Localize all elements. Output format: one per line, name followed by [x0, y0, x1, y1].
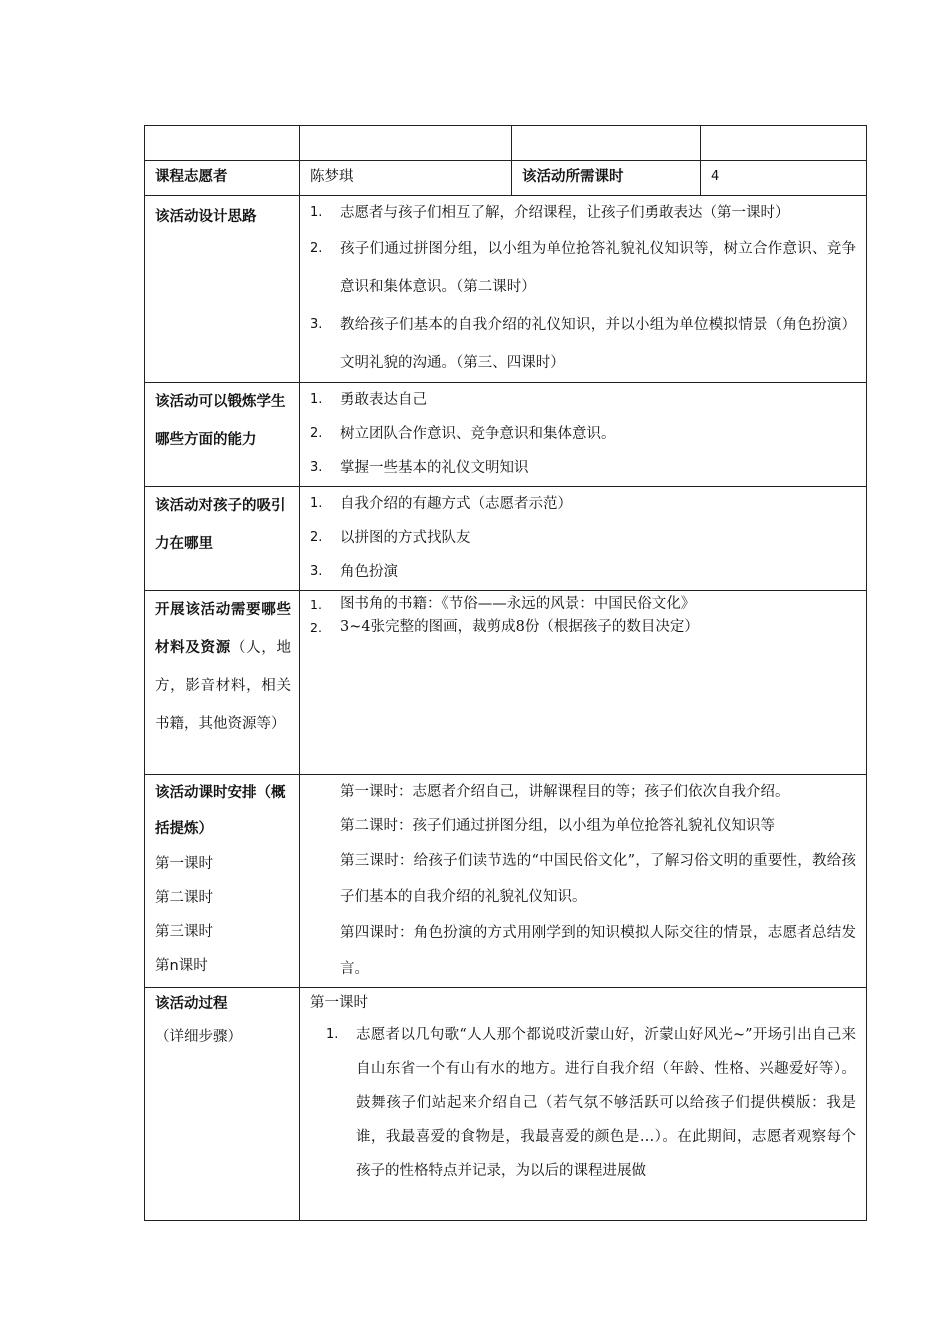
- attraction-row: [145, 487, 867, 591]
- design-list: [310, 196, 856, 382]
- schedule-line: 第一课时：志愿者介绍自己，讲解课程目的等；孩子们依次自我介绍。: [340, 784, 790, 800]
- attraction-list: [310, 487, 856, 589]
- list-item: 1. 勇敢表达自己: [310, 392, 427, 408]
- session-label: 第n课时: [155, 958, 208, 974]
- volunteer-name: 陈梦琪: [300, 161, 512, 196]
- list-item: 1. 图书角的书籍：《节俗——永远的风景：中国民俗文化》: [310, 596, 696, 612]
- list-item: 2. 孩子们通过拼图分组，以小组为单位抢答礼貌礼仪知识等，树立合作意识、竞争意识和集体意识。（第二课时）: [310, 241, 856, 295]
- attraction-content: [300, 487, 867, 591]
- schedule-content: [300, 775, 867, 988]
- volunteer-label: 课程志愿者: [145, 161, 300, 196]
- list-item: 3. 角色扮演: [310, 564, 398, 580]
- materials-list: [310, 593, 856, 639]
- materials-row: [145, 591, 867, 775]
- session-label: 第三课时: [155, 924, 213, 940]
- materials-label: 开展该活动需要哪些材料及资源（人，地方，影音材料，相关书籍，其他资源等）: [145, 591, 300, 775]
- abilities-row: [145, 383, 867, 487]
- list-item: 1. 志愿者以几句歌“人人那个都说哎沂蒙山好，沂蒙山好风光~”开场引出自己来自山东省一个有山有水的地方。进行自我介绍（年龄、性格、兴趣爱好等）。鼓舞孩子们站起来介绍自己（若气氛不够活跃可以给孩子们提供模版：我是谁，我最喜爱的食物是，我最喜爱的颜色是…）。在此期间，志愿者观察每个孩子的性格特点并记录，为以后的课程进展做: [326, 1027, 856, 1179]
- volunteer-row: [145, 161, 867, 196]
- schedule-line: 第二课时：孩子们通过拼图分组，以小组为单位抢答礼貌礼仪知识等: [340, 818, 775, 834]
- session-label: 第二课时: [155, 890, 213, 906]
- process-row: [145, 988, 867, 1221]
- list-item: 2. 以拼图的方式找队友: [310, 530, 471, 546]
- abilities-content: [300, 383, 867, 487]
- header-cell: [512, 126, 701, 161]
- session-title: 第一课时: [310, 995, 368, 1011]
- process-list: [310, 1018, 856, 1188]
- hours-label: 该活动所需课时: [512, 161, 701, 196]
- list-item: 3. 教给孩子们基本的自我介绍的礼仪知识，并以小组为单位模拟情景（角色扮演）文明礼貌的沟通。（第三、四课时）: [310, 317, 856, 371]
- design-row: [145, 196, 867, 383]
- activity-plan-table: [144, 125, 867, 1221]
- hours-value: 4: [701, 161, 867, 196]
- list-item: 2. 树立团队合作意识、竞争意识和集体意识。: [310, 426, 616, 442]
- abilities-list: [310, 383, 856, 485]
- attraction-label: 该活动对孩子的吸引力在哪里: [145, 487, 300, 591]
- design-label: 该活动设计思路: [145, 196, 300, 383]
- list-item: 1. 自我介绍的有趣方式（志愿者示范）: [310, 496, 572, 512]
- header-cell: [701, 126, 867, 161]
- materials-content: [300, 591, 867, 775]
- design-content: [300, 196, 867, 383]
- list-item: 2. 3~4张完整的图画，裁剪成8份（根据孩子的数目决定）: [310, 619, 699, 635]
- abilities-label: 该活动可以锻炼学生哪些方面的能力: [145, 383, 300, 487]
- schedule-line: 第三课时：给孩子们读节选的“中国民俗文化”，了解习俗文明的重要性，教给孩子们基本的自我介绍的礼貌礼仪知识。: [340, 853, 856, 905]
- process-title: 该活动过程: [155, 996, 228, 1012]
- header-cell: [145, 126, 300, 161]
- schedule-label: [145, 775, 300, 988]
- schedule-line: 第四课时：角色扮演的方式用刚学到的知识模拟人际交往的情景，志愿者总结发言。: [340, 925, 856, 977]
- process-content: [300, 988, 867, 1221]
- process-label: [145, 988, 300, 1221]
- process-sublabel: （详细步骤）: [155, 1029, 242, 1045]
- header-row: [145, 126, 867, 161]
- list-item: 1. 志愿者与孩子们相互了解，介绍课程，让孩子们勇敢表达（第一课时）: [310, 205, 790, 221]
- schedule-title: 该活动课时安排（概括提炼）: [155, 785, 286, 837]
- header-cell: [300, 126, 512, 161]
- schedule-row: [145, 775, 867, 988]
- session-label: 第一课时: [155, 856, 213, 872]
- list-item: 3. 掌握一些基本的礼仪文明知识: [310, 460, 529, 476]
